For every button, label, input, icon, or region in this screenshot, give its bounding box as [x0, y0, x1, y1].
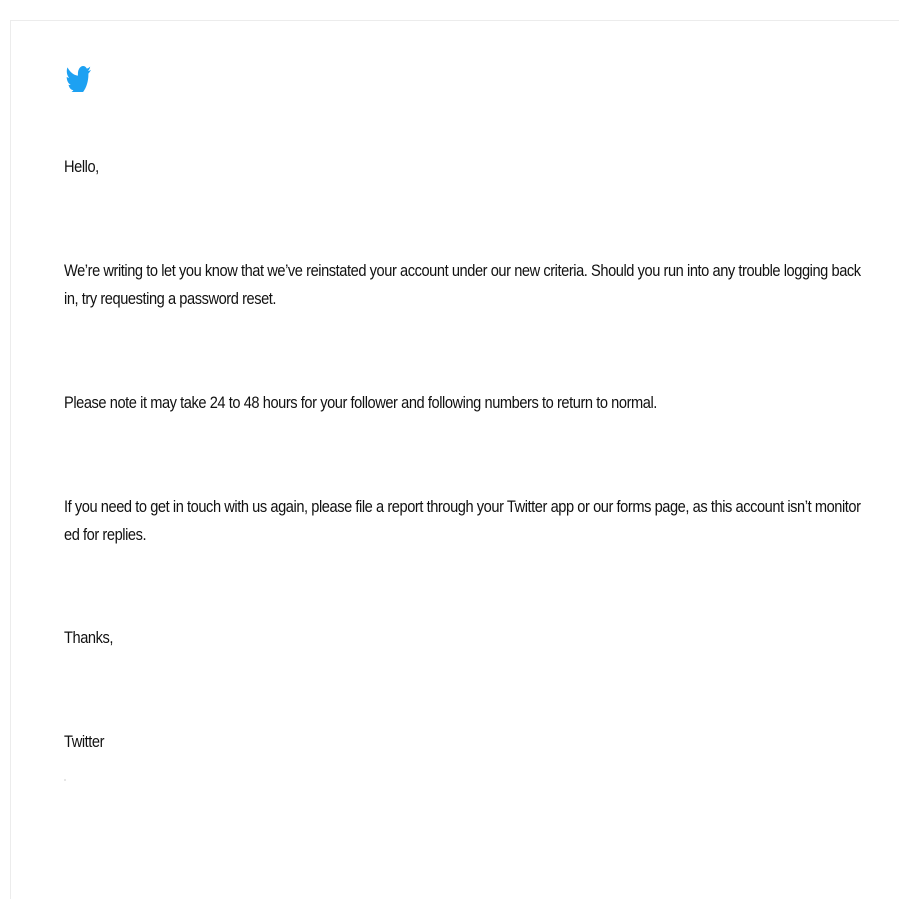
follower-note-paragraph: Please note it may take 24 to 48 hours for your follower and following numbers to return to normal. [64, 393, 657, 412]
thanks-text: Thanks, [64, 628, 114, 647]
greeting-text: Hello, [64, 157, 99, 176]
email-body [10, 20, 899, 899]
contact-paragraph: If you need to get in touch with us again, please file a report through your Twitter app or our forms page, as this account isn’t monitored for replies. [64, 497, 861, 544]
footer-divider [64, 779, 66, 781]
twitter-bird-icon [64, 52, 92, 92]
signature-text: Twitter [64, 732, 105, 751]
reinstated-paragraph: We’re writing to let you know that we’ve reinstated your account under our new criteria. Should you run into any trouble logging back in, try requesting a password reset. [64, 261, 861, 308]
